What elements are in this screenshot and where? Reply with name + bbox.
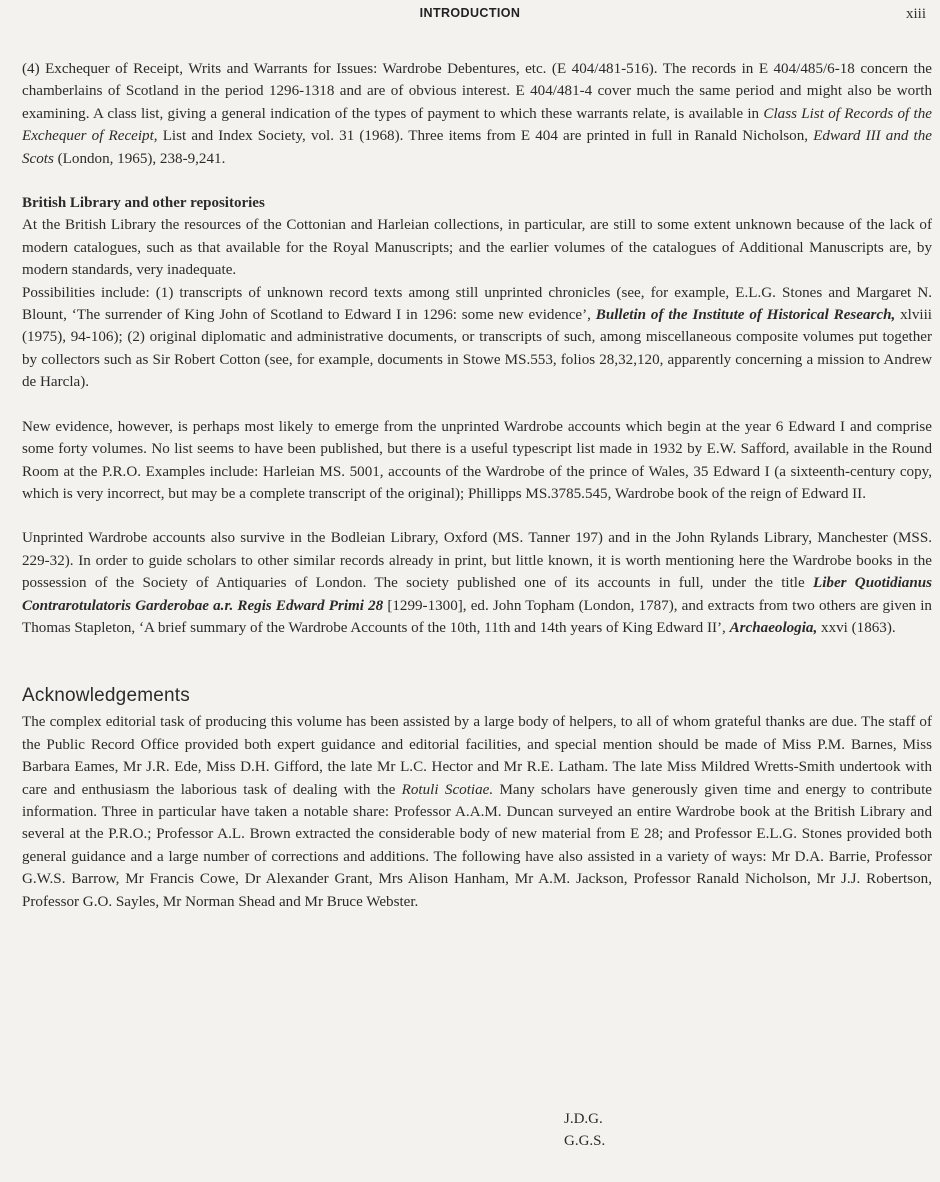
page-number: xiii [905,6,926,22]
paragraph-new-evidence [22,416,932,506]
signoff-initials-2: G.G.S. [564,1133,606,1149]
page-header [0,6,940,28]
text-run: At the British Library the resources of the Cottonian and Harleian collections, in particular, are still to some extent unknown because of the lack of modern catalogues, such as that available for the Royal Manuscripts; and the earlier volumes of the catalogues of Additional Manuscripts are, by modern standards, very inadequate. [22,217,932,279]
italic-title-run: Bulletin of the Institute of Historical Research, [595,307,896,324]
text-run: xlviii (1975), 94-106); (2) original diplomatic and administrative documents, or transcripts of such, among miscellaneous composite volumes put together by collectors such as Sir Robert Cotton (see, for example, documents in Stowe MS.553, folios 28,32,120, apparently concerning a mission to Andrew de Harcla). [22,307,932,391]
paragraph-possibilities [22,282,932,394]
text-run: Possibilities include: (1) transcripts of unknown record texts among still unprinted chronicles (see, for example, E.L.G. Stones and Margaret N. Blount, ‘The surrender of King John of Scotland to Edward I in 1296: some new evidence’, [22,284,932,324]
italic-title-run: Liber Quotidianus Contrarotulatoris Garderobae a.r. Regis Edward Primi 28 [22,575,932,614]
body-text [22,58,932,913]
text-run: New evidence, however, is perhaps most likely to emerge from the unprinted Wardrobe accounts which begin at the year 6 Edward I and comprise some forty volumes. No list seems to have been published, but there is a useful typescript list made in 1932 by E.W. Safford, available in the Round Room at the P.R.O. Examples include: Harleian MS. 5001, accounts of the Wardrobe of the prince of Wales, 35 Edward I (a sixteenth-century copy, which is very incorrect, but may be a complete transcript of the original); Phillipps MS.3785.545, Wardrobe book of the reign of Edward II. [22,418,932,502]
paragraph-british-library [22,214,932,281]
text-run: The complex editorial task of producing this volume has been assisted by a large body of helpers, to all of whom grateful thanks are due. The staff of the Public Record Office provided both expert guidance and editorial facilities, and special mention should be made of Miss P.M. Barnes, Miss Barbara Eames, Mr J.R. Ede, Miss D.H. Gifford, the late Mr L.C. Hector and Mr R.E. Latham. The late Miss Mildred Wretts-Smith undertook with care and enthusiasm the laborious task of dealing with the [22,714,932,798]
running-head: INTRODUCTION [419,6,521,20]
text-run: [1299-1300], ed. John Topham (London, 1787), and extracts from two others are given in Thomas Stapleton, ‘A brief summary of the Wardrobe Accounts of the 10th, 11th and 14th years of King Edward II’, [22,597,932,636]
paragraph-unprinted-accounts [22,527,932,639]
text-run: (4) Exchequer of Receipt, Writs and Warrants for Issues: Wardrobe Debentures, etc. (E 404/481-516). The records in E 404/485/6-18 concern the chamberlains of Scotland in the period 1296-1318 and are of obvious interest. E 404/481-4 cover much the same period and might also be worth examining. A class list, giving a general indication of the types of payment to which these warrants relate, is available in [22,61,932,122]
signoff-initials-1: J.D.G. [564,1111,603,1127]
text-run: (London, 1965), 238-9,241. [53,150,226,167]
italic-title-run: Rotuli Scotiae. [401,781,494,798]
text-run: Many scholars have generously given time and energy to contribute information. Three in particular have taken a notable share: Professor A.A.M. Duncan surveyed an entire Wardrobe book at the British Library and several at the P.R.O.; Professor A.L. Brown extracted the considerable body of new material from E 28; and Professor E.L.G. Stones provided both general guidance and a large number of corrections and additions. The following have also assisted in a variety of ways: Mr D.A. Barrie, Professor G.W.S. Barrow, Mr Francis Cowe, Dr Alexander Grant, Mrs Alison Hanham, Mr A.M. Jackson, Professor Ranald Nicholson, Mr J.J. Robertson, Professor G.O. Sayles, Mr Norman Shead and Mr Bruce Webster. [22,781,932,910]
text-run: xxvi (1863). [817,619,896,636]
paragraph-exchequer [22,58,932,170]
section-heading-british-library: British Library and other repositories [22,195,265,212]
paragraph-acknowledgements [22,711,932,913]
italic-title-run: Edward III and the Scots [22,128,932,167]
acknowledgements-heading: Acknowledgements [22,685,190,707]
text-run: List and Index Society, vol. 31 (1968). Three items from E 404 are printed in full in Ranald Nicholson, [157,128,814,145]
text-run: Unprinted Wardrobe accounts also survive in the Bodleian Library, Oxford (MS. Tanner 197) and in the John Rylands Library, Manchester (MSS. 229-32). In order to guide scholars to other similar records already in print, but little known, it is worth mentioning here the Wardrobe books in the possession of the Society of Antiquaries of London. The society published one of its accounts in full, under the title [22,530,932,592]
italic-title-run: Class List of Records of the Exchequer of Receipt, [22,105,932,145]
signoff [564,1108,605,1152]
italic-title-run: Archaeologia, [729,619,818,636]
